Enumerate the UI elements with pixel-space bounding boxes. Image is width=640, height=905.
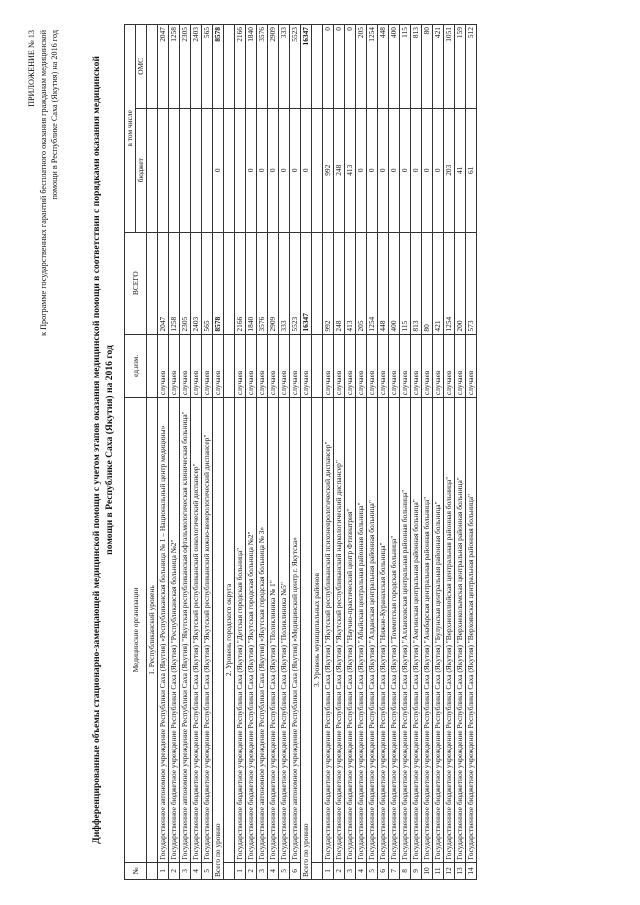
unit-cell: случаев <box>345 334 356 398</box>
row-number: 2 <box>246 862 257 879</box>
total-cell: 80 <box>422 232 433 334</box>
unit-cell: случаев <box>411 334 422 398</box>
oms-cell: 1840 <box>246 25 257 109</box>
table-row <box>389 25 400 880</box>
table-row <box>378 25 389 880</box>
unit-cell: случаев <box>444 334 455 398</box>
table-row <box>290 25 301 880</box>
document-page <box>20 20 620 880</box>
budget-cell <box>169 108 180 232</box>
section-empty-cell <box>312 25 323 109</box>
unit-cell: случаев <box>400 334 411 398</box>
total-budget: 0 <box>213 108 224 232</box>
org-name: Государственное бюджетное учреждение Республики Саха (Якутия) "Нижне-Куранахская больница" <box>378 398 389 863</box>
budget-cell <box>180 108 191 232</box>
budget-cell: 0 <box>378 108 389 232</box>
section-row <box>147 25 158 880</box>
row-number: 1 <box>158 862 169 879</box>
header-including: в том числе <box>125 25 136 233</box>
total-cell: 2305 <box>180 232 191 334</box>
total-budget: 0 <box>301 108 312 232</box>
total-cell: 115 <box>400 232 411 334</box>
row-number: 8 <box>400 862 411 879</box>
total-cell: 1258 <box>169 232 180 334</box>
total-label: Всего по уровню <box>301 398 312 880</box>
row-number: 3 <box>180 862 191 879</box>
unit-cell: случаев <box>378 334 389 398</box>
org-name: Государственное бюджетное учреждение Республики Саха (Якутия) "Республиканская больница №2" <box>169 398 180 863</box>
unit-cell: случаев <box>323 334 334 398</box>
oms-cell: 2403 <box>191 25 202 109</box>
oms-cell: 565 <box>202 25 213 109</box>
table-row <box>279 25 290 880</box>
total-cell: 2909 <box>268 232 279 334</box>
row-number: 7 <box>389 862 400 879</box>
unit-cell: случаев <box>466 334 477 398</box>
section-num-cell <box>147 862 158 879</box>
unit-cell: случаев <box>433 334 444 398</box>
org-name: Государственное бюджетное учреждение Республики Саха (Якутия) "Абыйская центральная районная больница" <box>356 398 367 863</box>
table-row <box>411 25 422 880</box>
total-label: Всего по уровню <box>213 398 224 880</box>
oms-cell: 3576 <box>257 25 268 109</box>
oms-cell: 80 <box>422 25 433 109</box>
table-row <box>433 25 444 880</box>
org-name: Государственное бюджетное учреждение Республики Саха (Якутия) "Верхневилюйская центральная районная больница" <box>444 398 455 863</box>
appendix-block <box>26 30 60 360</box>
oms-cell: 205 <box>356 25 367 109</box>
org-name: Государственное бюджетное учреждение Республики Саха (Якутия) "Детская городская больница" <box>235 398 246 863</box>
header-name: Медицинские организации <box>125 398 147 863</box>
section-row <box>312 25 323 880</box>
table-row <box>268 25 279 880</box>
row-number: 1 <box>235 862 246 879</box>
total-cell: 813 <box>411 232 422 334</box>
table-row <box>367 25 378 880</box>
appendix-number: ПРИЛОЖЕНИЕ № 13 <box>27 30 36 107</box>
row-number: 1 <box>323 862 334 879</box>
section-title: 2. Уровень городского округа <box>224 398 235 863</box>
row-number: 14 <box>466 862 477 879</box>
oms-cell: 813 <box>411 25 422 109</box>
table-row <box>356 25 367 880</box>
row-number: 10 <box>422 862 433 879</box>
table-row <box>235 25 246 880</box>
unit-cell: случаев <box>235 334 246 398</box>
row-number: 4 <box>356 862 367 879</box>
org-name: Государственное бюджетное учреждение Республики Саха (Якутия) "Анабарская центральная районная больница" <box>422 398 433 863</box>
header-total: ВСЕГО <box>125 232 147 334</box>
table-row <box>169 25 180 880</box>
row-number: 6 <box>378 862 389 879</box>
section-title: 1. Республиканский уровень <box>147 398 158 863</box>
table-row <box>180 25 191 880</box>
title-line-1: Дифференцированные объемы стационарно-замещающей медицинской помощи с учетом этапов оказания медицинской помощи в соответствии с порядками оказания медицинской <box>91 56 102 844</box>
budget-cell: 0 <box>290 108 301 232</box>
budget-cell: 0 <box>411 108 422 232</box>
total-cell: 2047 <box>158 232 169 334</box>
table-row <box>246 25 257 880</box>
total-cell: 992 <box>323 232 334 334</box>
unit-cell: случаев <box>246 334 257 398</box>
unit-cell: случаев <box>180 334 191 398</box>
oms-cell: 0 <box>345 25 356 109</box>
total-cell: 1254 <box>444 232 455 334</box>
total-oms: 16347 <box>301 25 312 109</box>
total-value: 16347 <box>301 232 312 334</box>
unit-cell: случаев <box>279 334 290 398</box>
row-number: 9 <box>411 862 422 879</box>
unit-cell: случаев <box>202 334 213 398</box>
total-oms: 8578 <box>213 25 224 109</box>
oms-cell: 2909 <box>268 25 279 109</box>
row-number: 4 <box>191 862 202 879</box>
header-unit: ед.изм. <box>125 334 147 398</box>
section-empty-cell <box>224 108 235 232</box>
total-cell: 200 <box>455 232 466 334</box>
section-num-cell <box>224 862 235 879</box>
unit-cell: случаев <box>268 334 279 398</box>
unit-cell: случаев <box>169 334 180 398</box>
oms-cell: 512 <box>466 25 477 109</box>
table-row <box>158 25 169 880</box>
org-name: Государственное бюджетное учреждение Республики Саха (Якутия) "Томмотская городская больница" <box>389 398 400 863</box>
oms-cell: 2047 <box>158 25 169 109</box>
header-num: № <box>125 862 147 879</box>
budget-cell: 0 <box>367 108 378 232</box>
org-name: Государственное бюджетное учреждение Республики Саха (Якутия) "Аллаиховская центральная районная больница" <box>400 398 411 863</box>
budget-cell: 0 <box>389 108 400 232</box>
org-name: Государственное бюджетное учреждение Республики Саха (Якутия) "Якутский республиканский кожно-венерологический диспансер" <box>202 398 213 863</box>
budget-cell <box>235 108 246 232</box>
unit-cell: случаев <box>290 334 301 398</box>
row-number: 13 <box>455 862 466 879</box>
org-name: Государственное бюджетное учреждение Республики Саха (Якутия) "Верхоянская центральная районная больница" <box>466 398 477 863</box>
org-name: Государственное бюджетное учреждение Республики Саха (Якутия) "Якутский республиканский онкологический диспансер" <box>191 398 202 863</box>
budget-cell: 61 <box>466 108 477 232</box>
org-name: Государственное бюджетное учреждение Республики Саха (Якутия) "Поликлиника № 1" <box>268 398 279 863</box>
section-title: 3. Уровень муниципальных районов <box>312 398 323 863</box>
row-number: 5 <box>279 862 290 879</box>
table-row <box>444 25 455 880</box>
total-cell: 248 <box>334 232 345 334</box>
section-row <box>224 25 235 880</box>
unit-cell: случаев <box>455 334 466 398</box>
unit-cell: случаев <box>389 334 400 398</box>
unit-cell: случаев <box>257 334 268 398</box>
table-row <box>400 25 411 880</box>
total-cell: 448 <box>378 232 389 334</box>
budget-cell: 0 <box>356 108 367 232</box>
table-body <box>147 25 477 880</box>
total-cell: 400 <box>389 232 400 334</box>
section-empty-cell <box>312 108 323 232</box>
total-cell: 333 <box>279 232 290 334</box>
row-number: 2 <box>334 862 345 879</box>
row-number: 5 <box>367 862 378 879</box>
total-cell: 3576 <box>257 232 268 334</box>
section-empty-cell <box>147 108 158 232</box>
header-budget: бюджет <box>136 108 147 232</box>
budget-cell: 0 <box>433 108 444 232</box>
oms-cell: 421 <box>433 25 444 109</box>
row-number: 3 <box>345 862 356 879</box>
org-name: Государственное бюджетное учреждение Республики Саха (Якутия) "Булунская центральная районная больница" <box>433 398 444 863</box>
unit-cell: случаев <box>422 334 433 398</box>
budget-cell: 0 <box>279 108 290 232</box>
org-name: Государственное автономное учреждение Республики Саха (Якутия) «Медицинский центр г. Якутска» <box>290 398 301 863</box>
table-row <box>334 25 345 880</box>
oms-cell: 2166 <box>235 25 246 109</box>
total-unit: случаев <box>301 334 312 398</box>
oms-cell: 1254 <box>367 25 378 109</box>
budget-cell: 41 <box>455 108 466 232</box>
table-row <box>422 25 433 880</box>
total-value: 8578 <box>213 232 224 334</box>
unit-cell: случаев <box>158 334 169 398</box>
org-name: Государственное бюджетное учреждение Республики Саха (Якутия) "Якутский республиканский психоневрологический диспансер" <box>323 398 334 863</box>
budget-cell: 0 <box>400 108 411 232</box>
budget-cell: 0 <box>422 108 433 232</box>
volumes-table <box>124 24 477 880</box>
budget-cell: 0 <box>246 108 257 232</box>
total-cell: 413 <box>345 232 356 334</box>
org-name: Государственное бюджетное учреждение Республики Саха (Якутия) "Научно-практический центр Фтизиатрия" <box>345 398 356 863</box>
table-row <box>191 25 202 880</box>
org-name: Государственное автономное учреждение Республики Саха (Якутия) «Якутская городская больница № 3» <box>257 398 268 863</box>
oms-cell: 0 <box>334 25 345 109</box>
section-empty-cell <box>147 232 158 334</box>
org-name: Государственное бюджетное учреждение Республики Саха (Якутия) "Амгинская центральная районная больница" <box>411 398 422 863</box>
total-cell: 1840 <box>246 232 257 334</box>
budget-cell <box>191 108 202 232</box>
row-number: 2 <box>169 862 180 879</box>
budget-cell: 0 <box>268 108 279 232</box>
budget-cell: 203 <box>444 108 455 232</box>
budget-cell <box>158 108 169 232</box>
row-number: 11 <box>433 862 444 879</box>
table-row <box>345 25 356 880</box>
oms-cell: 0 <box>323 25 334 109</box>
section-empty-cell <box>147 334 158 398</box>
oms-cell: 333 <box>279 25 290 109</box>
table-row <box>257 25 268 880</box>
table-header-row <box>125 25 136 880</box>
budget-cell: 0 <box>257 108 268 232</box>
oms-cell: 448 <box>378 25 389 109</box>
oms-cell: 1051 <box>444 25 455 109</box>
oms-cell: 115 <box>400 25 411 109</box>
title-line-2: помощи в Республике Саха (Якутия) на 2016 год <box>104 345 115 555</box>
section-empty-cell <box>312 232 323 334</box>
section-empty-cell <box>147 25 158 109</box>
budget-cell: 413 <box>345 108 356 232</box>
oms-cell: 2305 <box>180 25 191 109</box>
section-empty-cell <box>224 25 235 109</box>
row-number: 12 <box>444 862 455 879</box>
org-name: Государственное бюджетное учреждение Республики Саха (Якутия) "Якутская городская больница №2" <box>246 398 257 863</box>
org-name: Государственное бюджетное учреждение Республики Саха (Якутия) "Поликлиника №5" <box>279 398 290 863</box>
row-number: 6 <box>290 862 301 879</box>
table-row <box>202 25 213 880</box>
oms-cell: 5523 <box>290 25 301 109</box>
section-empty-cell <box>312 334 323 398</box>
row-number: 5 <box>202 862 213 879</box>
unit-cell: случаев <box>356 334 367 398</box>
unit-cell: случаев <box>367 334 378 398</box>
row-number: 4 <box>268 862 279 879</box>
section-empty-cell <box>224 232 235 334</box>
org-name: Государственное автономное учреждение Республики Саха (Якутия) «Республиканская больница № 1 – Национальный центр медицины» <box>158 398 169 863</box>
budget-cell: 992 <box>323 108 334 232</box>
document-title <box>90 20 116 880</box>
header-oms: ОМС <box>136 25 147 109</box>
appendix-line-1: к Программе государственных гарантий бесплатного оказания гражданам медицинской <box>39 30 48 336</box>
org-name: Государственное бюджетное учреждение Республики Саха (Якутия) "Алданская центральная районная больница" <box>367 398 378 863</box>
org-name: Государственное бюджетное учреждение Республики Саха (Якутия) "Якутский республиканский наркологический диспансер" <box>334 398 345 863</box>
total-cell: 205 <box>356 232 367 334</box>
appendix-line-2: помощи в Республике Саха (Якутия) на 2016 год <box>50 30 59 200</box>
section-empty-cell <box>224 334 235 398</box>
total-cell: 421 <box>433 232 444 334</box>
oms-cell: 1258 <box>169 25 180 109</box>
table-row <box>466 25 477 880</box>
total-cell: 1254 <box>367 232 378 334</box>
total-cell: 565 <box>202 232 213 334</box>
total-cell: 573 <box>466 232 477 334</box>
unit-cell: случаев <box>334 334 345 398</box>
section-num-cell <box>312 862 323 879</box>
total-row <box>213 25 224 880</box>
row-number: 3 <box>257 862 268 879</box>
budget-cell: 248 <box>334 108 345 232</box>
budget-cell <box>202 108 213 232</box>
table-row <box>323 25 334 880</box>
total-unit: случаев <box>213 334 224 398</box>
org-name: Государственное бюджетное учреждение Республики Саха (Якутия) "Верхнеколымская центральная районная больница" <box>455 398 466 863</box>
oms-cell: 400 <box>389 25 400 109</box>
total-row <box>301 25 312 880</box>
total-cell: 2403 <box>191 232 202 334</box>
total-cell: 5523 <box>290 232 301 334</box>
oms-cell: 159 <box>455 25 466 109</box>
org-name: Государственное автономное учреждение Республики Саха (Якутия) "Якутская республиканская офтальмологическая клиническая больница" <box>180 398 191 863</box>
unit-cell: случаев <box>191 334 202 398</box>
total-cell: 2166 <box>235 232 246 334</box>
table-row <box>455 25 466 880</box>
